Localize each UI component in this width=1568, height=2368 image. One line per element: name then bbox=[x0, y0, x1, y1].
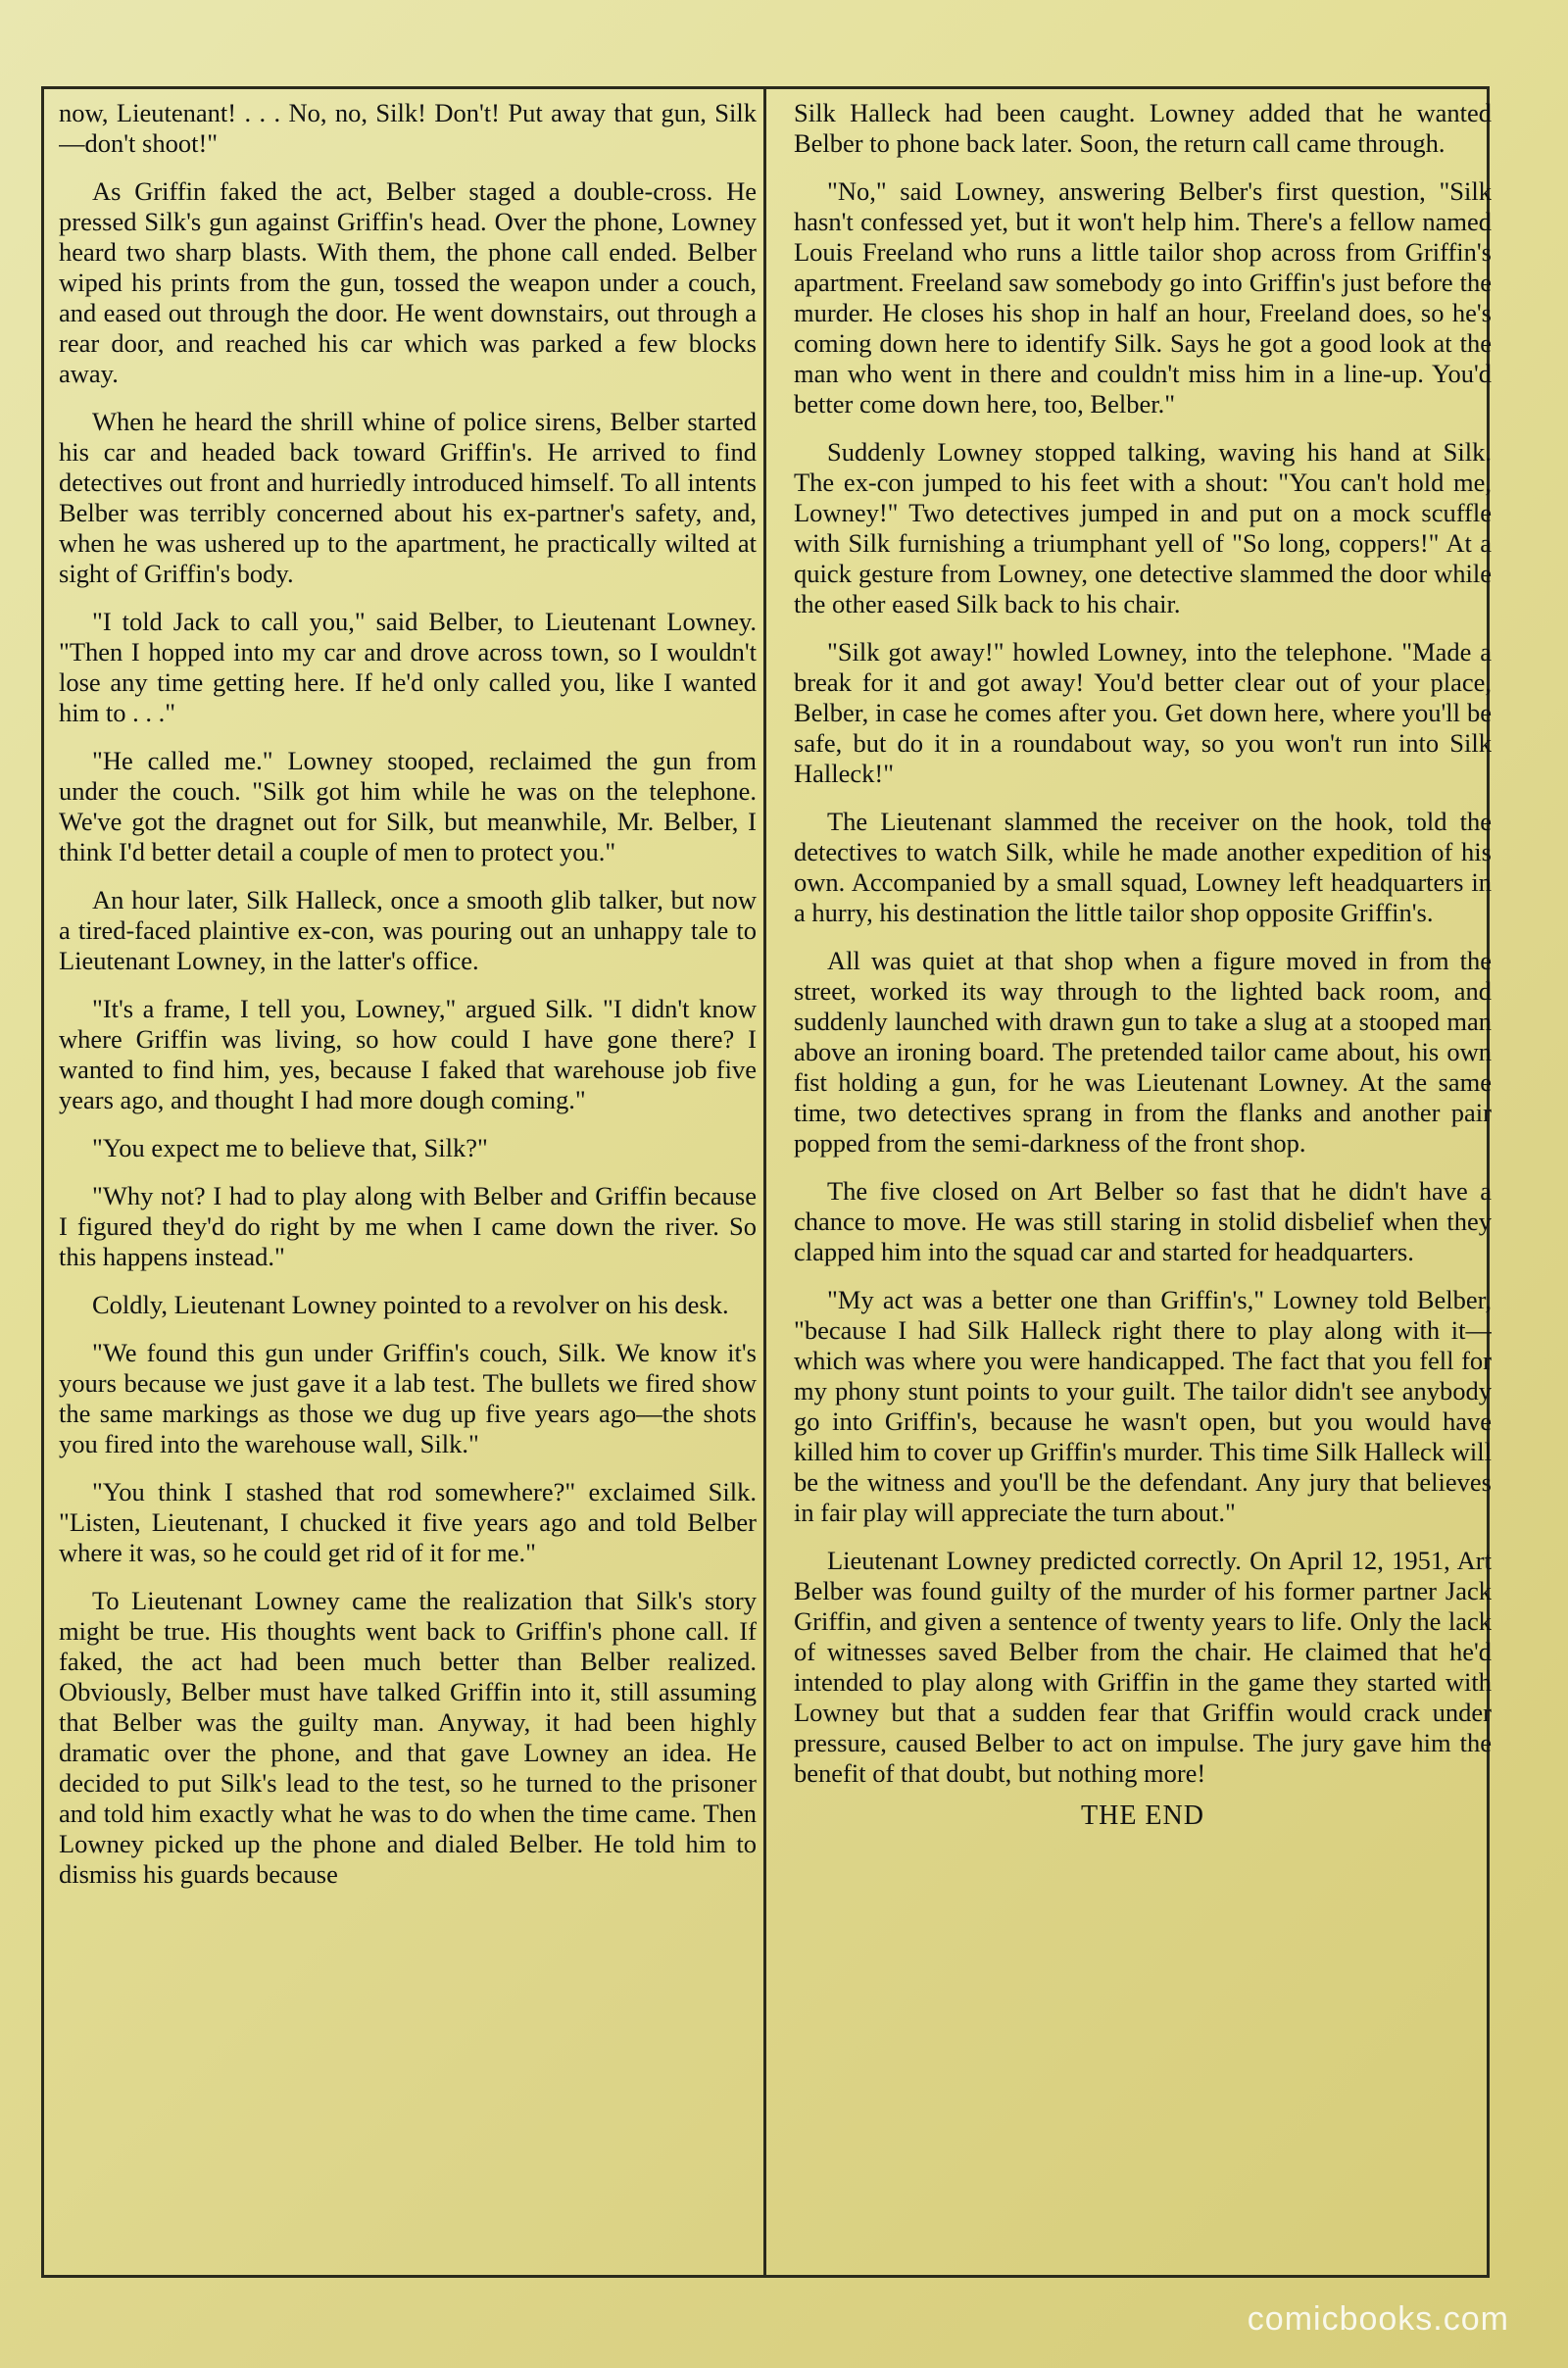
paragraph: "Why not? I had to play along with Belber and Griffin because I figured they'd do right by me when I came down the river. So this happens instead." bbox=[59, 1181, 757, 1271]
paragraph: "Silk got away!" howled Lowney, into the telephone. "Made a break for it and got away! You'd better clear out of your place, Belber, in case he comes after you. Get down here, where you'll be safe, but do it in a roundabout way, so you won't run into Silk Halleck!" bbox=[794, 637, 1492, 788]
watermark: comicbooks.com bbox=[1247, 2300, 1509, 2338]
paragraph: All was quiet at that shop when a figure moved in from the street, worked its way through to the lighted back room, and suddenly launched with drawn gun to take a slug at a stooped man above an ironing board. The pretended tailor came about, his own fist holding a gun, for he was Lieutenant Lowney. At the same time, two detectives sprang in from the flanks and another pair popped from the semi-darkness of the front shop. bbox=[794, 946, 1492, 1158]
paragraph: "My act was a better one than Griffin's," Lowney told Belber, "because I had Silk Halleck right there to play along with it—which was where you were handicapped. The fact that you fell for my phony stunt points to your guilt. The tailor didn't see anybody go into Griffin's, because he wasn't open, but you would have killed him to cover up Griffin's murder. This time Silk Halleck will be the witness and you'll be the defendant. Any jury that believes in fair play will appreciate the turn about." bbox=[794, 1285, 1492, 1527]
paragraph: "It's a frame, I tell you, Lowney," argued Silk. "I didn't know where Griffin was living, so how could I have gone there? I wanted to find him, yes, because I faked that warehouse job five years ago, and thought I had more dough coming." bbox=[59, 994, 757, 1114]
paragraph: As Griffin faked the act, Belber staged a double-cross. He pressed Silk's gun against Griffin's head. Over the phone, Lowney heard two sharp blasts. With them, the phone call ended. Belber wiped his prints from the gun, tossed the weapon under a couch, and eased out through the door. He went downstairs, out through a rear door, and reached his car which was parked a few blocks away. bbox=[59, 176, 757, 388]
paragraph: "We found this gun under Griffin's couch, Silk. We know it's yours because we just gave it a lab test. The bullets we fired show the same markings as those we dug up five years ago—the shots you fired into the warehouse wall, Silk." bbox=[59, 1338, 757, 1458]
left-column bbox=[59, 98, 757, 2264]
the-end-label: THE END bbox=[1081, 1801, 1204, 1831]
paragraph: When he heard the shrill whine of police sirens, Belber started his car and headed back toward Griffin's. He arrived to find detectives out front and hurriedly introduced himself. To all intents Belber was terribly concerned about his ex-partner's safety, and, when he was ushered up to the apartment, he practically wilted at sight of Griffin's body. bbox=[59, 407, 757, 588]
paragraph: "You expect me to believe that, Silk?" bbox=[92, 1133, 488, 1162]
paragraph: Coldly, Lieutenant Lowney pointed to a revolver on his desk. bbox=[92, 1290, 729, 1319]
column-divider bbox=[763, 86, 766, 2278]
right-column bbox=[794, 98, 1492, 2264]
paragraph: The five closed on Art Belber so fast that he didn't have a chance to move. He was still staring in stolid disbelief when they clapped him into the squad car and started for headquarters. bbox=[794, 1176, 1492, 1266]
paragraph: "No," said Lowney, answering Belber's first question, "Silk hasn't confessed yet, but it won't help him. There's a fellow named Louis Freeland who runs a little tailor shop across from Griffin's apartment. Freeland saw somebody go into Griffin's just before the murder. He closes his shop in half an hour, Freeland does, so he's coming down here to identify Silk. Says he got a good look at the man who went in there and couldn't miss him in a line-up. You'd better come down here, too, Belber." bbox=[794, 176, 1492, 419]
paragraph: "I told Jack to call you," said Belber, to Lieutenant Lowney. "Then I hopped into my car and drove across town, so I wouldn't lose any time getting here. If he'd only called you, like I wanted him to . . ." bbox=[59, 607, 757, 727]
paragraph: Suddenly Lowney stopped talking, waving his hand at Silk. The ex-con jumped to his feet with a shout: "You can't hold me, Lowney!" Two detectives jumped in and put on a mock scuffle with Silk furnishing a triumphant yell of "So long, coppers!" At a quick gesture from Lowney, one detective slammed the door while the other eased Silk back to his chair. bbox=[794, 437, 1492, 618]
paragraph: now, Lieutenant! . . . No, no, Silk! Don't! Put away that gun, Silk—don't shoot!" bbox=[59, 98, 757, 158]
paragraph: Silk Halleck had been caught. Lowney added that he wanted Belber to phone back later. Soon, the return call came through. bbox=[794, 98, 1492, 158]
paragraph: Lieutenant Lowney predicted correctly. On April 12, 1951, Art Belber was found guilty of the murder of his former partner Jack Griffin, and given a sentence of twenty years to life. Only the lack of witnesses saved Belber from the chair. He claimed that he'd intended to play along with Griffin in the game they started with Lowney but that a sudden fear that Griffin would crack under pressure, caused Belber to act on impulse. The jury gave him the benefit of that doubt, but nothing more! bbox=[794, 1546, 1492, 1788]
paragraph: "You think I stashed that rod somewhere?" exclaimed Silk. "Listen, Lieutenant, I chucked it five years ago and told Belber where it was, so he could get rid of it for me." bbox=[59, 1477, 757, 1567]
paragraph: The Lieutenant slammed the receiver on the hook, told the detectives to watch Silk, while he made another expedition of his own. Accompanied by a small squad, Lowney left headquarters in a hurry, his destination the little tailor shop opposite Griffin's. bbox=[794, 807, 1492, 927]
paragraph: An hour later, Silk Halleck, once a smooth glib talker, but now a tired-faced plaintive ex-con, was pouring out an unhappy tale to Lieutenant Lowney, in the latter's office. bbox=[59, 885, 757, 975]
paragraph: "He called me." Lowney stooped, reclaimed the gun from under the couch. "Silk got him while he was on the telephone. We've got the dragnet out for Silk, but meanwhile, Mr. Belber, I think I'd better detail a couple of men to protect you." bbox=[59, 746, 757, 866]
paragraph: To Lieutenant Lowney came the realization that Silk's story might be true. His thoughts went back to Griffin's phone call. If faked, the act had been much better than Belber realized. Obviously, Belber must have talked Griffin into it, still assuming that Belber was the guilty man. Anyway, it had been highly dramatic over the phone, and that gave Lowney an idea. He decided to put Silk's lead to the test, so he turned to the prisoner and told him exactly what he was to do when the time came. Then Lowney picked up the phone and dialed Belber. He told him to dismiss his guards because bbox=[59, 1586, 757, 1889]
